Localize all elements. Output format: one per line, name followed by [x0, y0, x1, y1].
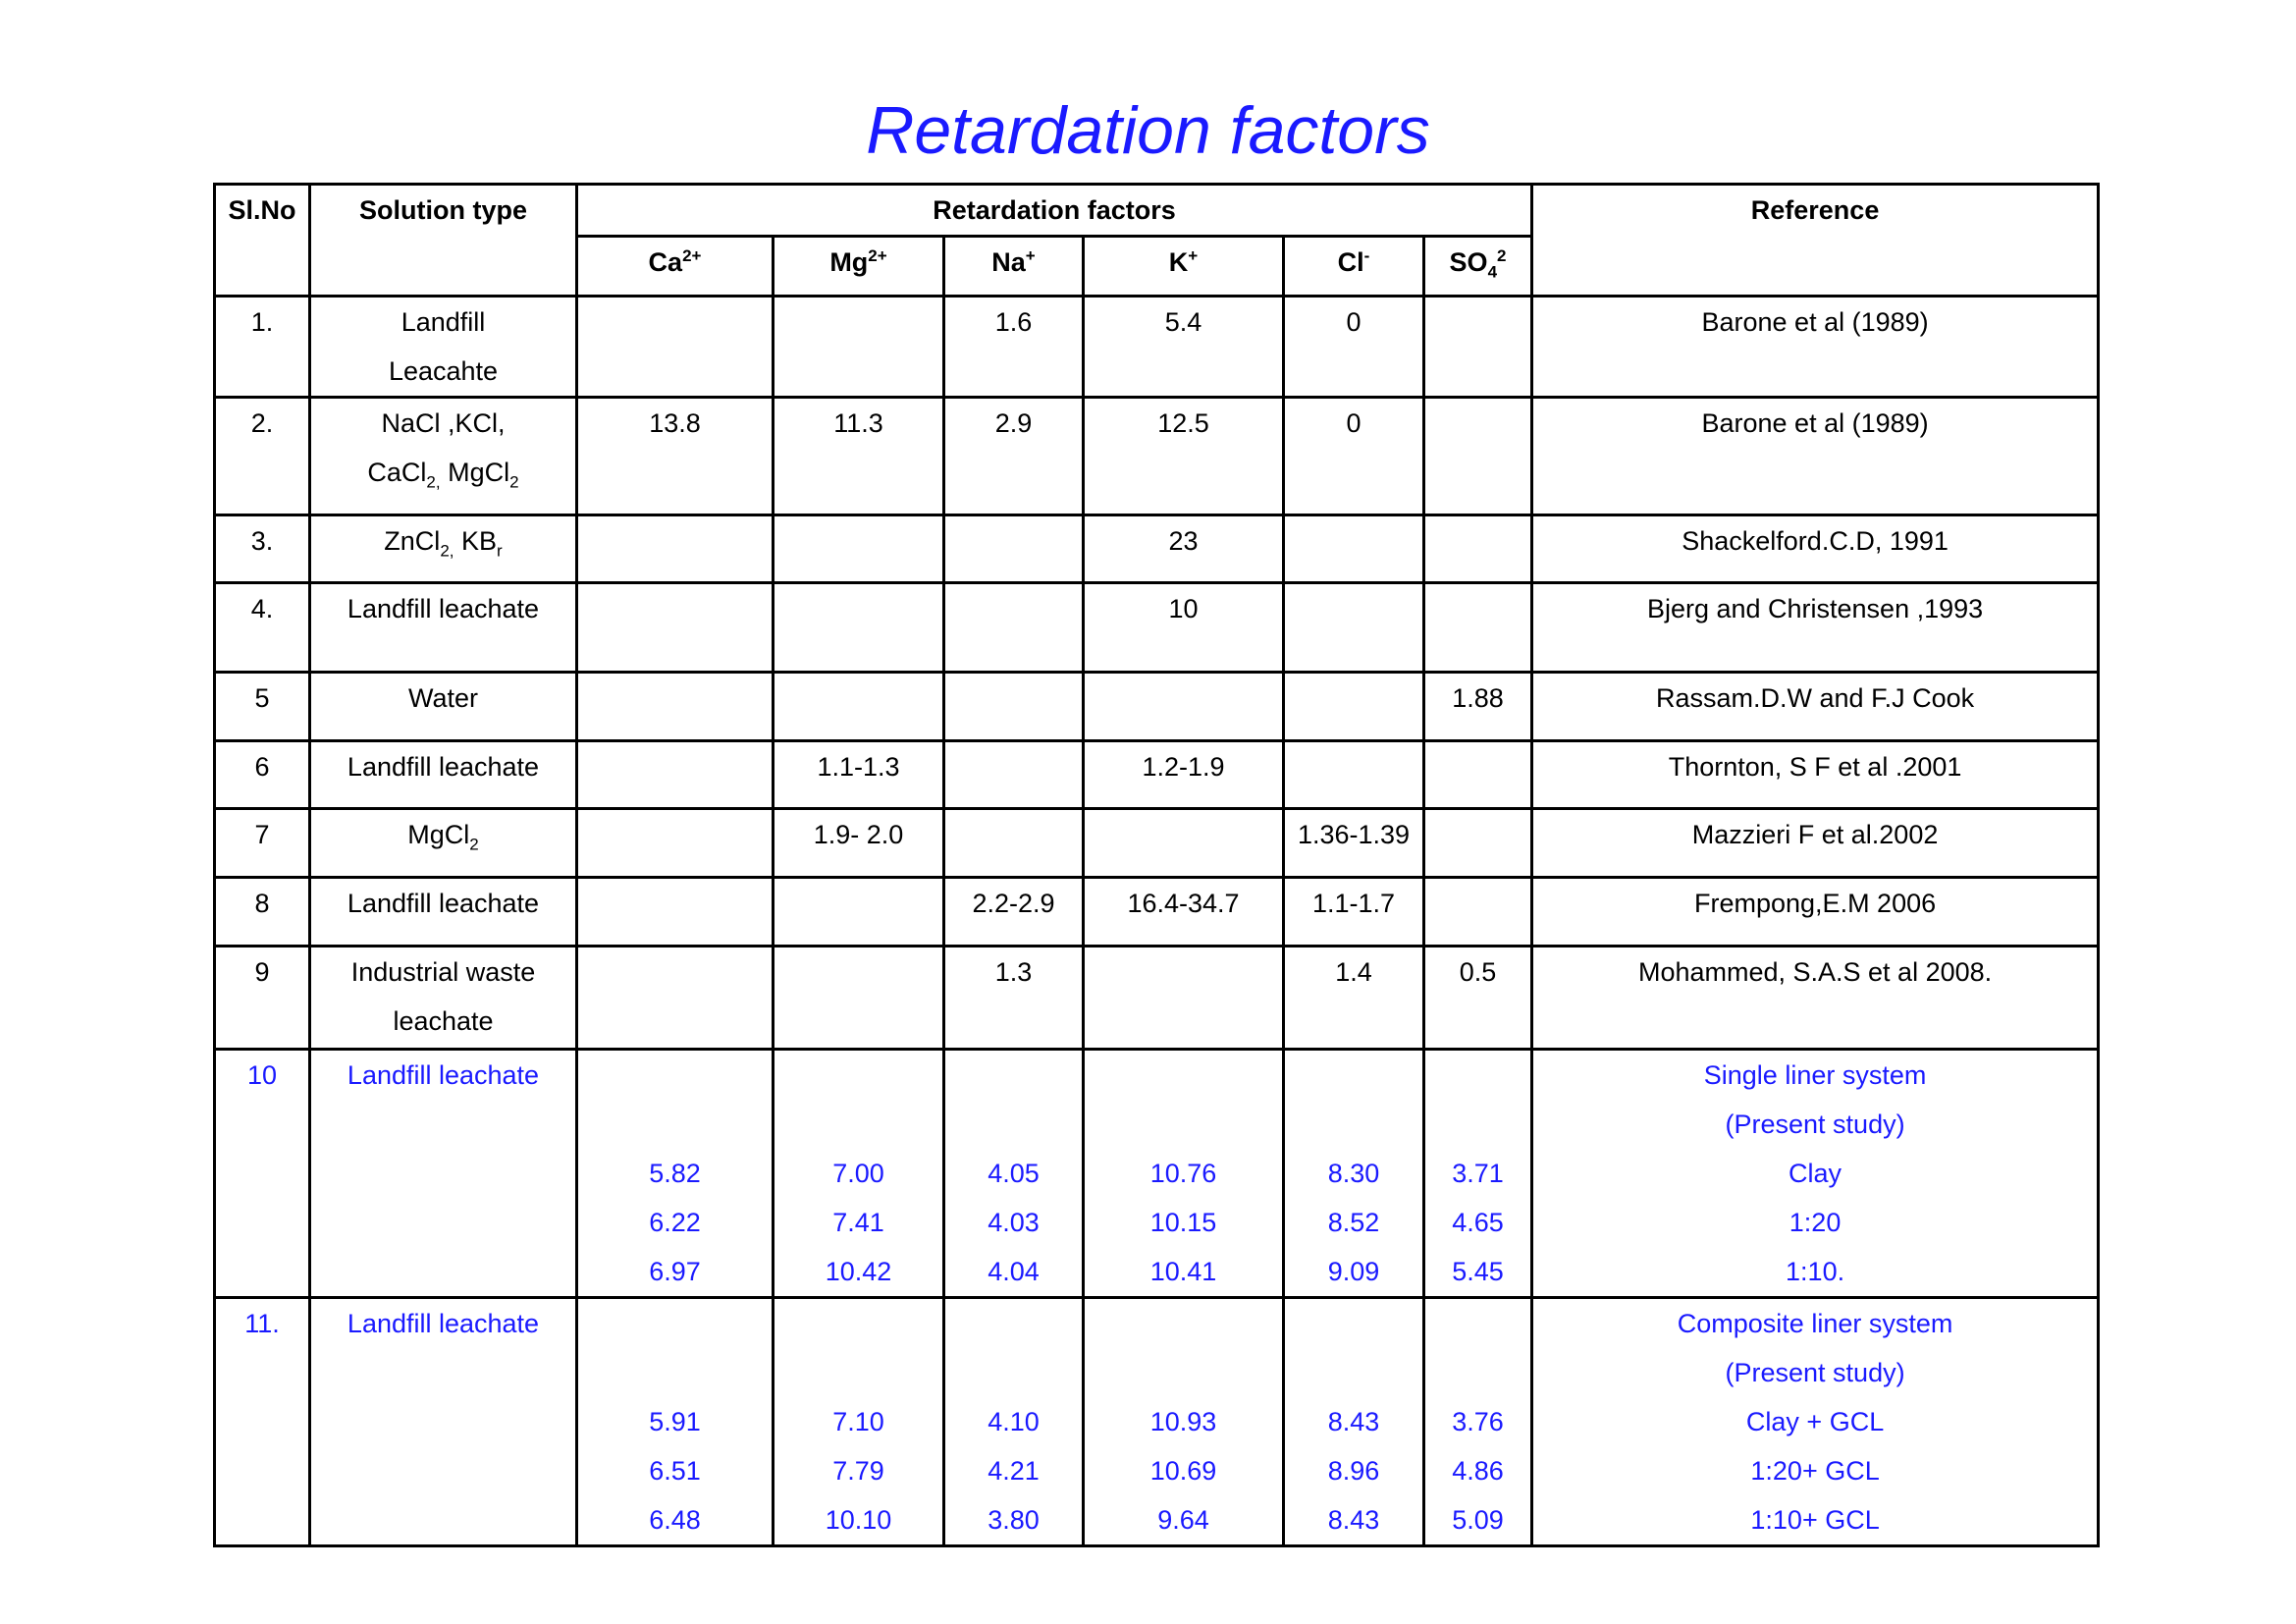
cell-reference: Single liner system (Present study) Clay 1:20 1:10.	[1532, 1050, 2099, 1298]
cell-ca	[577, 947, 774, 1050]
cell-so4	[1424, 809, 1532, 878]
cell-solution: Landfill leachate	[310, 583, 577, 673]
cell-mg: 7.00 7.41 10.42	[774, 1050, 944, 1298]
cell-slno: 10	[215, 1050, 310, 1298]
cell-reference: Thornton, S F et al .2001	[1532, 741, 2099, 809]
cell-reference: Barone et al (1989)	[1532, 297, 2099, 398]
cell-reference: Frempong,E.M 2006	[1532, 878, 2099, 947]
cell-k: 5.4	[1084, 297, 1284, 398]
cell-solution: ZnCl$_{2,}$ $KB_r$	[310, 515, 577, 583]
table-row	[215, 878, 2099, 947]
cell-slno: 11.	[215, 1298, 310, 1546]
cell-slno: 1.	[215, 297, 310, 398]
cell-solution: NaCl ,KCl, CaCl$_{2,}$ MgCl$_2$	[310, 398, 577, 515]
cell-cl: 0	[1284, 297, 1424, 398]
table-row	[215, 398, 2099, 515]
table-row	[215, 515, 2099, 583]
cell-so4: 1.88	[1424, 673, 1532, 741]
cell-reference: Shackelford.C.D, 1991	[1532, 515, 2099, 583]
cell-k: 10.76 10.15 10.41	[1084, 1050, 1284, 1298]
cell-cl	[1284, 583, 1424, 673]
cell-solution: Landfill Leacahte	[310, 297, 577, 398]
cell-ca	[577, 809, 774, 878]
cell-slno: 2.	[215, 398, 310, 515]
cell-so4	[1424, 583, 1532, 673]
cell-ca	[577, 583, 774, 673]
cell-so4	[1424, 878, 1532, 947]
header-slno: Sl.No	[215, 185, 310, 297]
cell-na	[944, 741, 1084, 809]
cell-solution: Landfill leachate	[310, 878, 577, 947]
cell-solution: Landfill leachate	[310, 1050, 577, 1298]
cell-reference: Mohammed, S.A.S et al 2008.	[1532, 947, 2099, 1050]
cell-ca	[577, 297, 774, 398]
cell-na	[944, 809, 1084, 878]
cell-na	[944, 515, 1084, 583]
cell-na: 1.3	[944, 947, 1084, 1050]
cell-solution: Landfill leachate	[310, 1298, 577, 1546]
header-ion-mg: $Mg^{2+}$	[774, 237, 944, 297]
cell-reference: Composite liner system (Present study) Clay + GCL 1:20+ GCL 1:10+ GCL	[1532, 1298, 2099, 1546]
cell-so4	[1424, 398, 1532, 515]
header-retardation-factors: Retardation factors	[577, 185, 1532, 237]
cell-ca	[577, 878, 774, 947]
study-row-composite-liner	[215, 1298, 2099, 1546]
cell-so4	[1424, 741, 1532, 809]
cell-k: 23	[1084, 515, 1284, 583]
cell-k	[1084, 947, 1284, 1050]
cell-mg: 1.1-1.3	[774, 741, 944, 809]
header-ion-na: Na+	[944, 237, 1084, 297]
cell-cl	[1284, 741, 1424, 809]
table-row	[215, 673, 2099, 741]
cell-reference: Bjerg and Christensen ,1993	[1532, 583, 2099, 673]
cell-so4	[1424, 297, 1532, 398]
cell-mg	[774, 583, 944, 673]
cell-na: 2.2-2.9	[944, 878, 1084, 947]
cell-solution: Landfill leachate	[310, 741, 577, 809]
table-row	[215, 583, 2099, 673]
retardation-table	[213, 183, 2100, 1547]
header-solution-type: Solution type	[310, 185, 577, 297]
cell-cl: 8.43 8.96 8.43	[1284, 1298, 1424, 1546]
table-row	[215, 947, 2099, 1050]
cell-slno: 7	[215, 809, 310, 878]
cell-na: 4.05 4.03 4.04	[944, 1050, 1084, 1298]
cell-mg	[774, 515, 944, 583]
table-row	[215, 741, 2099, 809]
header-ion-so4: $SO_4^2$	[1424, 237, 1532, 297]
header-ion-cl: Cl-	[1284, 237, 1424, 297]
cell-slno: 3.	[215, 515, 310, 583]
cell-slno: 6	[215, 741, 310, 809]
cell-so4: 0.5	[1424, 947, 1532, 1050]
cell-cl: 0	[1284, 398, 1424, 515]
cell-cl	[1284, 673, 1424, 741]
cell-k: 16.4-34.7	[1084, 878, 1284, 947]
cell-mg: 7.10 7.79 10.10	[774, 1298, 944, 1546]
study-row-single-liner	[215, 1050, 2099, 1298]
cell-mg	[774, 947, 944, 1050]
table-row	[215, 297, 2099, 398]
cell-na: 2.9	[944, 398, 1084, 515]
cell-solution: Industrial waste leachate	[310, 947, 577, 1050]
page-title: Retardation factors	[866, 93, 1430, 168]
cell-ca	[577, 673, 774, 741]
cell-cl: 8.30 8.52 9.09	[1284, 1050, 1424, 1298]
cell-cl: 1.36-1.39	[1284, 809, 1424, 878]
header-ion-k: K+	[1084, 237, 1284, 297]
table-row	[215, 809, 2099, 878]
cell-na	[944, 673, 1084, 741]
cell-solution: MgCl$_2$	[310, 809, 577, 878]
cell-cl	[1284, 515, 1424, 583]
cell-reference: Mazzieri F et al.2002	[1532, 809, 2099, 878]
cell-ca	[577, 515, 774, 583]
cell-k	[1084, 673, 1284, 741]
header-reference: Reference	[1532, 185, 2099, 297]
cell-so4: 3.71 4.65 5.45	[1424, 1050, 1532, 1298]
cell-so4	[1424, 515, 1532, 583]
cell-ca: 5.91 6.51 6.48	[577, 1298, 774, 1546]
cell-k: 10.93 10.69 9.64	[1084, 1298, 1284, 1546]
cell-mg	[774, 297, 944, 398]
cell-solution: Water	[310, 673, 577, 741]
cell-mg: 1.9- 2.0	[774, 809, 944, 878]
cell-k: 10	[1084, 583, 1284, 673]
cell-ca: 5.82 6.22 6.97	[577, 1050, 774, 1298]
cell-k: 12.5	[1084, 398, 1284, 515]
cell-mg: 11.3	[774, 398, 944, 515]
cell-k: 1.2-1.9	[1084, 741, 1284, 809]
cell-slno: 9	[215, 947, 310, 1050]
cell-slno: 5	[215, 673, 310, 741]
cell-k	[1084, 809, 1284, 878]
cell-mg	[774, 673, 944, 741]
cell-cl: 1.1-1.7	[1284, 878, 1424, 947]
cell-na: 4.10 4.21 3.80	[944, 1298, 1084, 1546]
cell-ca	[577, 741, 774, 809]
cell-slno: 8	[215, 878, 310, 947]
cell-ca: 13.8	[577, 398, 774, 515]
cell-na: 1.6	[944, 297, 1084, 398]
cell-slno: 4.	[215, 583, 310, 673]
cell-cl: 1.4	[1284, 947, 1424, 1050]
cell-mg	[774, 878, 944, 947]
cell-na	[944, 583, 1084, 673]
cell-reference: Rassam.D.W and F.J Cook	[1532, 673, 2099, 741]
cell-so4: 3.76 4.86 5.09	[1424, 1298, 1532, 1546]
cell-reference: Barone et al (1989)	[1532, 398, 2099, 515]
header-ion-ca: $Ca^{2+}$	[577, 237, 774, 297]
